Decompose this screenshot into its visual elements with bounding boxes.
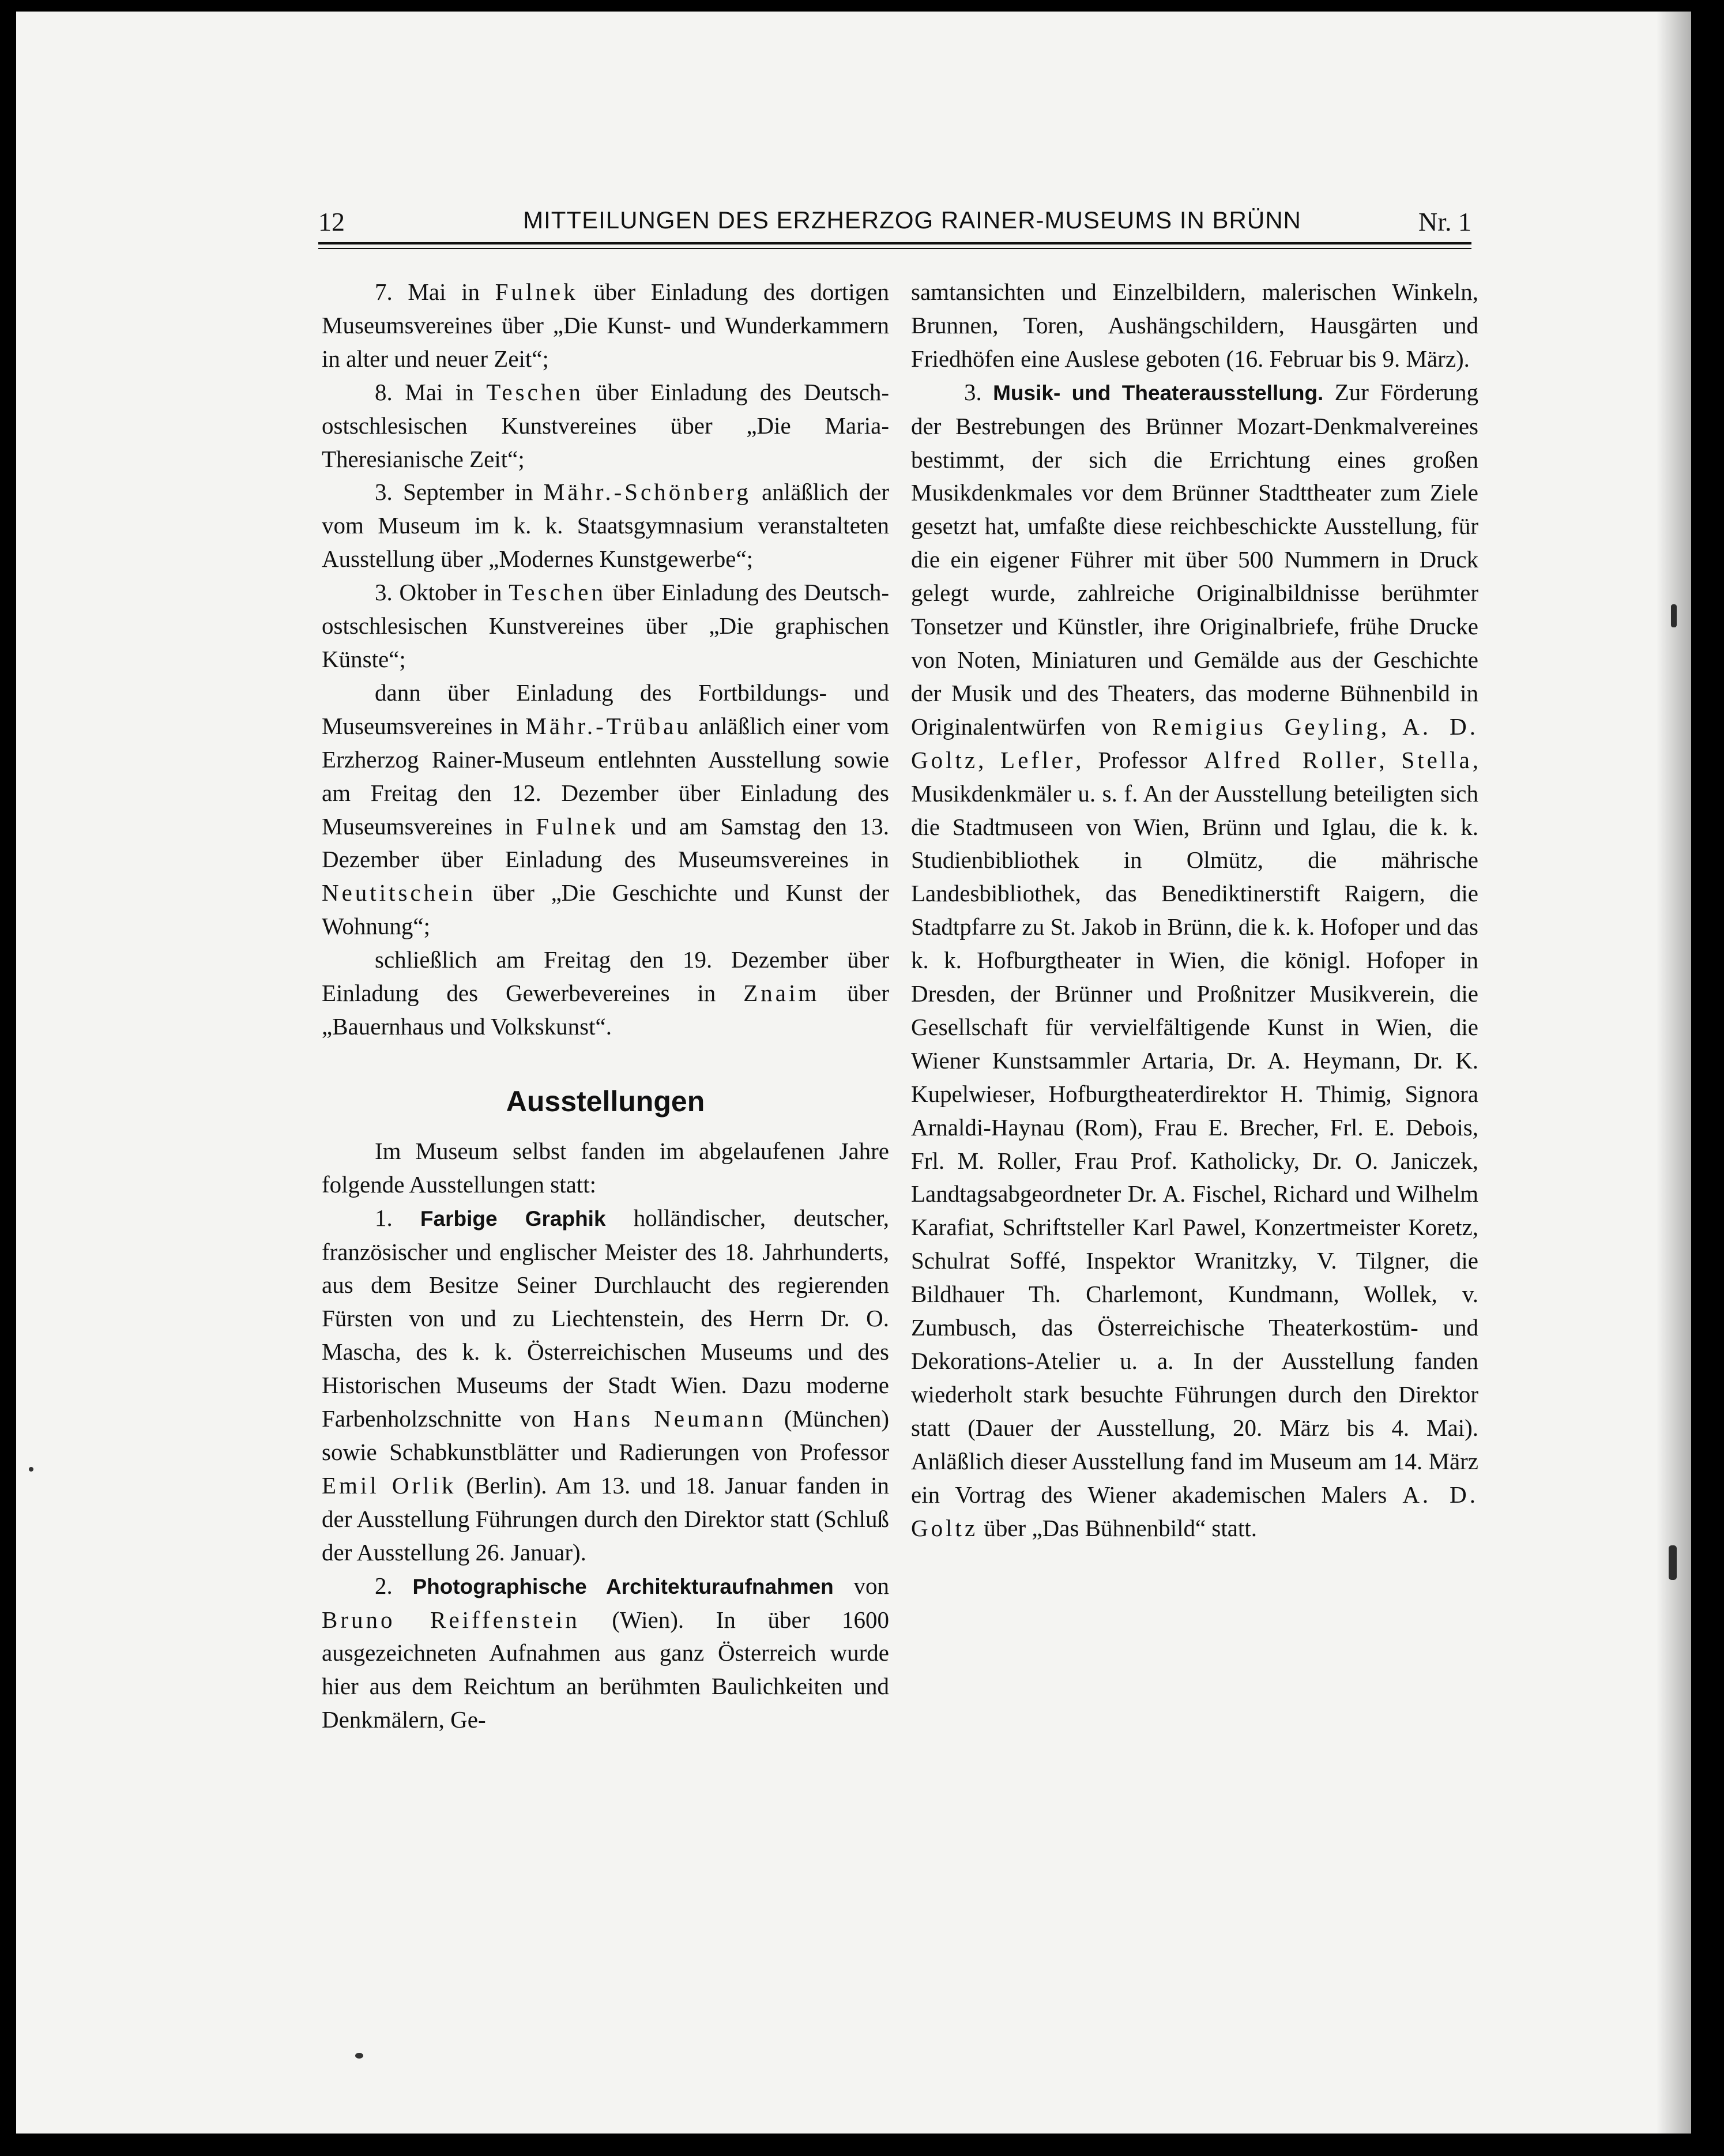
exhibition-paragraph: 2. Photographische Architekturaufnahmen von Bruno Reiffenstein (Wien). In über 1600 ausgezeichneten Aufnahmen aus ganz Österreich wurde hier aus dem Reichtum an berühmten Baulichkeiten und Denkmälern, Ge- [322, 1572, 889, 1733]
lecture-paragraph: schließlich am Freitag den 19. Dezember über Einladung des Gewerbevereines in Znaim über „Bauernhaus und Volkskunst“. [322, 946, 889, 1040]
exhibition-paragraph: 3. Musik- und Theaterausstellung. Zur Förderung der Bestrebungen des Brünner Mozart-Denkmalvereines bestimmt, der sich die Errichtung eines großen Musikdenkmales vor dem Brünner Stadttheater zum Ziele gesetzt hat, umfaßte diese reichbeschickte Ausstellung, für die ein eigener Führer mit über 500 Nummern in Druck gelegt wurde, zahlreiche Originalbildnisse berühmter Tonsetzer und Künstler, ihre Originalbriefe, frühe Drucke von Noten, Miniaturen und Gemälde aus der Geschichte der Musik und des Theaters, das moderne Bühnenbild in Originalentwürfen von Remigius Geyling, A. D. Goltz, Lefler, Professor Alfred Roller, Stella, Musikdenkmäler u. s. f. An der Ausstellung beteiligten sich die Stadtmuseen von Wien, Brünn und Iglau, die k. k. Studienbibliothek in Olmütz, die mährische Landesbibliothek, das Benediktinerstift Raigern, die Stadtpfarre zu St. Jakob in Brünn, die k. k. Hofoper und das k. k. Hofburgtheater in Wien, die königl. Hofoper in Dresden, der Brünner und Proßnitzer Musikverein, die Gesellschaft für vervielfältigende Kunst in Wien, die Wiener Kunstsammler Artaria, Dr. A. Heymann, Dr. K. Kupelwieser, Hofburgtheaterdirektor H. Thimig, Signora Arnaldi-Haynau (Rom), Frau E. Brecher, Frl. E. Debois, Frl. M. Roller, Frau Prof. Katholicky, Dr. O. Janiczek, Landtagsabgeordneter Dr. A. Fischel, Richard und Wilhelm Karafiat, Schriftsteller Karl Pawel, Konzertmeister Koretz, Schulrat Soffé, Inspektor Wranitzky, V. Tilgner, die Bildhauer Th. Charlemont, Kundmann, Wollek, v. Zumbusch, das Österreichische Theaterkostüm- und Dekorations-Atelier u. a. In der Ausstellung fanden wiederholt stark besuchte Führungen durch den Direktor statt (Dauer der Ausstellung, 20. März bis 4. Mai). Anläßlich dieser Ausstellung fand im Museum am 14. März ein Vortrag des Wiener akademischen Malers A. D. Goltz über „Das Bühnenbild“ statt. [911, 378, 1479, 1541]
exhibition-paragraph: 1. Farbige Graphik holländischer, deutscher, französischer und englischer Meister des 18. Jahrhunderts, aus dem Besitze Seiner Durchlaucht des regierenden Fürsten von und zu Liechtenstein, des Herrn Dr. O. Mascha, des k. k. Österreichischen Museums und des Historischen Museums der Stadt Wien. Dazu moderne Farbenholzschnitte von Hans Neumann (München) sowie Schabkunstblätter und Radierungen von Professor Emil Orlik (Berlin). Am 13. und 18. Januar fanden in der Ausstellung Führungen durch den Direktor statt (Schluß der Ausstellung 26. Januar). [322, 1204, 890, 1566]
lecture-paragraph: 7. Mai in Fulnek über Einladung des dortigen Museumsvereines über „Die Kunst- und Wunderkammern in alter und neuer Zeit“; [322, 279, 889, 372]
lecture-paragraph: 3. September in Mähr.-Schönberg anläßlich der vom Museum im k. k. Staatsgymnasium veranstalteten Ausstellung über „Modernes Kunstgewerbe“; [322, 479, 889, 573]
right-column [911, 276, 1478, 1545]
left-column [322, 276, 889, 1737]
lecture-paragraph: dann über Einladung des Fortbildungs- und Museumsvereines in Mähr.-Trübau anläßlich einer vom Erzherzog Rainer-Museum entlehnten Ausstellung sowie am Freitag den 12. Dezember über Einladung des Museumsvereines in Fulnek und am Samstag den 13. Dezember über Einladung des Museumsvereines in Neutitschein über „Die Geschichte und Kunst der Wohnung“; [322, 679, 889, 940]
ink-speck [1669, 1545, 1677, 1580]
ink-speck [355, 2053, 363, 2059]
page-number: 12 [318, 207, 345, 236]
ink-speck [29, 1467, 33, 1472]
issue-number: Nr. 1 [1418, 207, 1471, 236]
header-rule-thin [318, 248, 1471, 249]
intro-paragraph: Im Museum selbst fanden im abgelaufenen Jahre folgende Ausstellungen statt: [322, 1137, 889, 1198]
journal-title: MITTEILUNGEN DES ERZHERZOG RAINER-MUSEUMS IN BRÜNN [523, 206, 1301, 234]
lecture-paragraph: 8. Mai in Teschen über Einladung des Deutsch-ostschlesischen Kunstvereines über „Die Maria-Theresianische Zeit“; [322, 378, 889, 472]
header-rule-thick [318, 242, 1471, 244]
running-header [318, 202, 1471, 242]
continued-paragraph: samtansichten und Einzelbildern, malerischen Winkeln, Brunnen, Toren, Aushängschildern, Hausgärten und Friedhöfen eine Auslese geboten (16. Februar bis 9. März). [911, 279, 1478, 372]
ink-speck [1671, 604, 1677, 627]
lecture-paragraph: 3. Oktober in Teschen über Einladung des Deutsch-ostschlesischen Kunstvereines über „Die graphischen Künste“; [322, 579, 889, 672]
section-heading: Ausstellungen [506, 1085, 705, 1117]
